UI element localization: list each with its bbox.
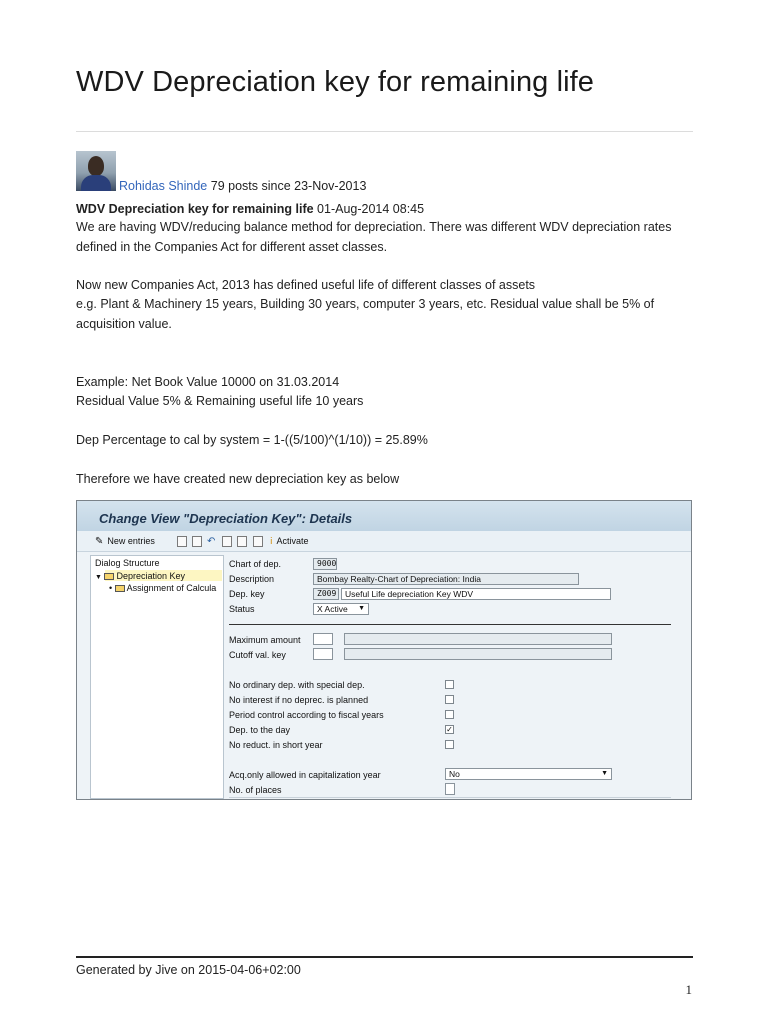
sap-screenshot [76,500,692,800]
author-name-link[interactable]: Rohidas Shinde [119,179,208,193]
formula-line: Dep Percentage to cal by system = 1-((5/100)^(1/10)) = 25.89% [76,433,428,447]
activate-icon: ⅰ [270,535,273,546]
tree-bullet-icon: • [109,583,113,593]
dep-key-code-field: Z009 [313,588,339,600]
checkmark-icon: ✓ [446,725,453,734]
status-value: X Active [317,604,348,614]
description-field: Bombay Realty-Chart of Depreciation: India [313,573,579,585]
section-divider [229,624,671,625]
folder-icon [115,585,125,592]
cutoff-val-key-label: Cutoff val. key [229,650,286,660]
description-label: Description [229,574,275,584]
deselect-button[interactable] [253,535,263,547]
select-block-icon [237,536,247,547]
tree-item-depreciation-key[interactable] [95,571,185,581]
details-form [227,555,692,800]
footer-divider [76,956,693,958]
tree-item-assignment-label: Assignment of Calcula [126,583,217,593]
delete-icon [192,536,202,547]
post-paragraph-1: We are having WDV/reducing balance method for depreciation. There was different WDV depreciation rates defined in the Companies Act for different asset classes. [76,220,672,254]
sap-toolbar [77,531,691,552]
acq-only-value: No [449,769,460,779]
copy-icon [177,536,187,547]
no-interest-label: No interest if no deprec. is planned [229,695,369,705]
page-number: 1 [685,982,692,997]
copy-button[interactable] [177,535,187,547]
chart-of-dep-label: Chart of dep. [229,559,282,569]
footer-generated: Generated by Jive on 2015-04-06+02:00 [76,963,301,977]
maximum-amount-field[interactable] [313,633,333,645]
no-reduct-short-year-label: No reduct. in short year [229,740,323,750]
new-entries-label: New entries [107,536,155,546]
tree-item-assignment[interactable] [109,583,223,593]
no-of-places-label: No. of places [229,785,282,795]
status-dropdown[interactable] [313,603,369,615]
dep-to-the-day-label: Dep. to the day [229,725,291,735]
dialog-structure-header: Dialog Structure [95,558,160,568]
author-avatar[interactable] [76,151,116,191]
select-all-icon [222,536,232,547]
avatar-body [81,175,111,191]
activate-label: Activate [276,536,309,546]
sap-window-title: Change View "Depreciation Key": Details [99,511,353,526]
pencil-icon: ✎ [95,535,104,547]
author-line [119,179,366,193]
dep-key-label: Dep. key [229,589,265,599]
maximum-amount-label: Maximum amount [229,635,301,645]
example-line-1: Example: Net Book Value 10000 on 31.03.2014 [76,375,340,389]
deselect-icon [253,536,263,547]
folder-open-icon [104,573,114,580]
no-reduct-short-year-checkbox[interactable] [445,740,454,749]
author-post-count: 79 posts since 23-Nov-2013 [210,179,367,193]
no-ordinary-dep-checkbox[interactable] [445,680,454,689]
undo-button[interactable] [207,535,215,547]
form-bottom-line [229,797,671,798]
dropdown-arrow-icon: ▼ [358,605,365,612]
new-entries-button[interactable] [95,535,155,547]
dep-to-the-day-checkbox[interactable] [445,725,454,734]
chart-of-dep-field: 9000 [313,558,337,570]
post-date: 01-Aug-2014 08:45 [317,202,425,216]
no-of-places-field[interactable] [445,783,455,795]
dialog-structure-panel [90,555,224,799]
delete-button[interactable] [192,535,202,547]
sap-title-bar [77,501,691,532]
title-divider [76,131,693,132]
activate-button[interactable] [270,535,309,547]
post-heading: WDV Depreciation key for remaining life [76,202,314,216]
cutoff-val-key-field[interactable] [313,648,333,660]
post-paragraph-2-line-2: e.g. Plant & Machinery 15 years, Building 30 years, computer 3 years, etc. Residual value shall be 5% of acquisition value. [76,297,655,331]
dropdown-arrow-icon: ▼ [601,770,608,777]
select-block-button[interactable] [237,535,247,547]
tree-item-depreciation-key-label: Depreciation Key [116,571,185,581]
select-all-button[interactable] [222,535,232,547]
acq-only-dropdown[interactable] [445,768,612,780]
post-heading-line [76,200,693,220]
cutoff-val-key-text-field [344,648,612,660]
period-control-label: Period control according to fiscal years [229,710,384,720]
dep-key-text-field[interactable]: Useful Life depreciation Key WDV [341,588,611,600]
no-interest-checkbox[interactable] [445,695,454,704]
avatar-head [88,156,104,176]
expand-arrow-icon: ▼ [95,574,102,581]
acq-only-label: Acq.only allowed in capitalization year [229,770,381,780]
page-title: WDV Depreciation key for remaining life [76,66,595,98]
post-paragraph-2-line-1: Now new Companies Act, 2013 has defined useful life of different classes of assets [76,278,536,292]
example-line-2: Residual Value 5% & Remaining useful life 10 years [76,394,364,408]
status-label: Status [229,604,255,614]
therefore-line: Therefore we have created new depreciation key as below [76,472,400,486]
undo-icon: ↶ [207,535,216,547]
period-control-checkbox[interactable] [445,710,454,719]
no-ordinary-dep-label: No ordinary dep. with special dep. [229,680,365,690]
maximum-amount-text-field [344,633,612,645]
